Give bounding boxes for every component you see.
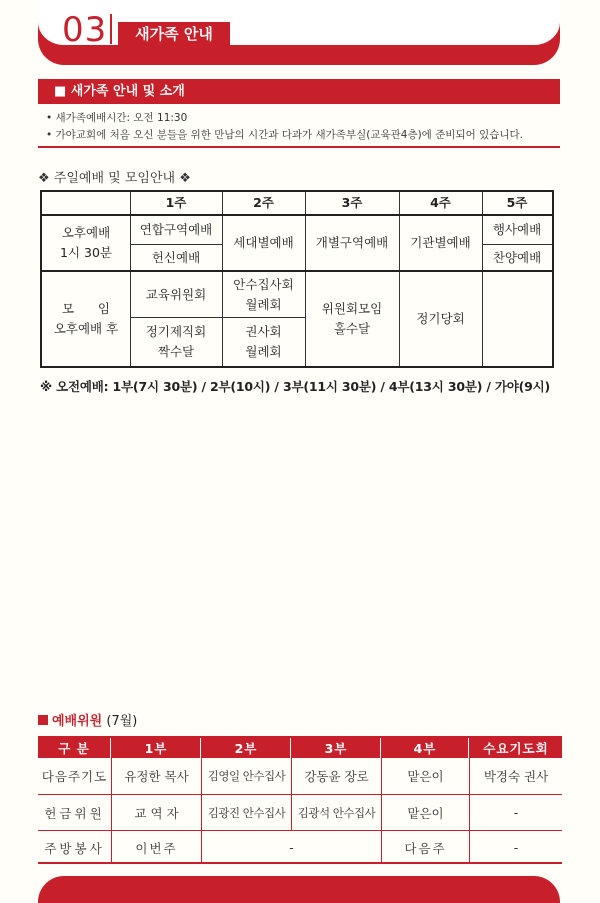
cell-individual-district: 개별구역예배 <box>315 235 389 250</box>
header-service3: 3부 <box>292 738 380 758</box>
prayer-service1: 유정한 목사 <box>124 769 189 784</box>
cell-line: 월례회 <box>245 344 282 359</box>
header-service2: 2부 <box>202 738 290 758</box>
square-bullet-icon <box>38 715 48 725</box>
cell-session-meeting: 정기당회 <box>416 311 465 326</box>
schedule-title: ❖ 주일예배 및 모임안내 ❖ <box>38 171 191 186</box>
row-label-line: 오후예배 후 <box>53 321 119 336</box>
row-label-line: 1시 30분 <box>60 245 112 260</box>
cell-organization: 기관별예배 <box>410 235 471 250</box>
cell-education-committee: 교육위원회 <box>145 286 207 302</box>
cell-committee-meeting <box>305 272 399 366</box>
offering-service3: 김광석 안수집사 <box>297 805 376 820</box>
worship-committee-title <box>38 710 137 729</box>
header-wednesday: 수요기도회 <box>470 738 562 758</box>
cell-generation: 세대별예배 <box>233 235 294 250</box>
cell-joint-district: 연합구역예배 <box>139 222 213 237</box>
intro-line-time: • 새가족예배시간: 오전 11:30 <box>46 112 188 124</box>
cell-line: 위원회모임 <box>321 301 383 316</box>
worship-committee-month: (7월) <box>106 714 138 729</box>
prayer-service3: 강동윤 장로 <box>304 769 369 784</box>
kitchen-this-week-label: 이번주 <box>135 840 178 856</box>
footer-band <box>38 876 560 903</box>
cell-deacons-meeting <box>222 272 305 317</box>
header-inner <box>38 0 560 48</box>
row-label-meeting <box>42 272 130 366</box>
cell-empty <box>482 272 552 366</box>
cell-dedication: 헌신예배 <box>151 249 201 265</box>
cell-praise: 찬양예배 <box>492 249 542 265</box>
offering-wednesday: - <box>513 805 519 820</box>
header-week1: 1주 <box>165 195 187 210</box>
cell-line: 안수집사회 <box>233 276 294 292</box>
header-week5: 5주 <box>506 195 528 210</box>
offering-service4: 맡은이 <box>407 805 444 821</box>
cell-line: 홀수달 <box>333 321 371 336</box>
section-title: 새가족 안내 <box>118 22 230 46</box>
cell-line: 월례회 <box>245 296 282 312</box>
row-label-line: 모 임 <box>62 301 110 316</box>
intro-box <box>38 104 560 148</box>
section-number: 03 <box>62 10 108 50</box>
row-label-afternoon <box>42 216 130 270</box>
section-divider <box>110 14 112 44</box>
cell-line: 정기제직회 <box>145 324 207 339</box>
cell-line: 권사회 <box>245 324 282 339</box>
worship-committee-table <box>38 736 562 864</box>
row-label-kitchen: 주방봉사 <box>44 840 105 856</box>
header-week4: 4주 <box>430 195 451 210</box>
morning-service-note: ※ 오전예배: 1부(7시 30분) / 2부(10시) / 3부(11시 30분) / 4부(13시 30분) / 가야(9시) <box>40 379 551 394</box>
offering-service2: 김광진 안수집사 <box>207 805 286 820</box>
header-week2: 2주 <box>253 195 274 210</box>
offering-service1: 교 역 자 <box>134 805 179 821</box>
worship-committee-heading: 예배위원 <box>52 714 103 729</box>
cell-event: 행사예배 <box>492 222 542 237</box>
prayer-service4: 맡은이 <box>407 769 444 784</box>
header-category: 구 분 <box>38 738 110 758</box>
cell-line: 짝수달 <box>157 344 195 359</box>
header-service4: 4부 <box>382 738 468 758</box>
row-label-prayer: 다음주기도 <box>41 769 108 784</box>
kitchen-this-week-value: - <box>289 840 294 855</box>
header-week3: 3주 <box>341 195 363 210</box>
cell-deaconess-meeting <box>222 318 305 366</box>
kitchen-next-week-label: 다음주 <box>404 840 447 856</box>
header-service1: 1부 <box>112 738 200 758</box>
cell-officers-meeting <box>130 318 222 366</box>
section-header <box>38 0 560 65</box>
prayer-wednesday: 박경숙 권사 <box>483 769 549 784</box>
kitchen-next-week-value: - <box>513 840 519 855</box>
schedule-table <box>40 190 554 368</box>
row-label-offering: 헌금위원 <box>44 805 105 821</box>
row-label-line: 오후예배 <box>61 225 111 240</box>
intro-line-welcome: • 가야교회에 처음 오신 분들을 위한 만남의 시간과 다과가 새가족부실(교육관4층)에 준비되어 있습니다. <box>46 129 523 141</box>
intro-title: ■ 새가족 안내 및 소개 <box>38 79 560 104</box>
prayer-service2: 김영일 안수집사 <box>207 769 286 783</box>
